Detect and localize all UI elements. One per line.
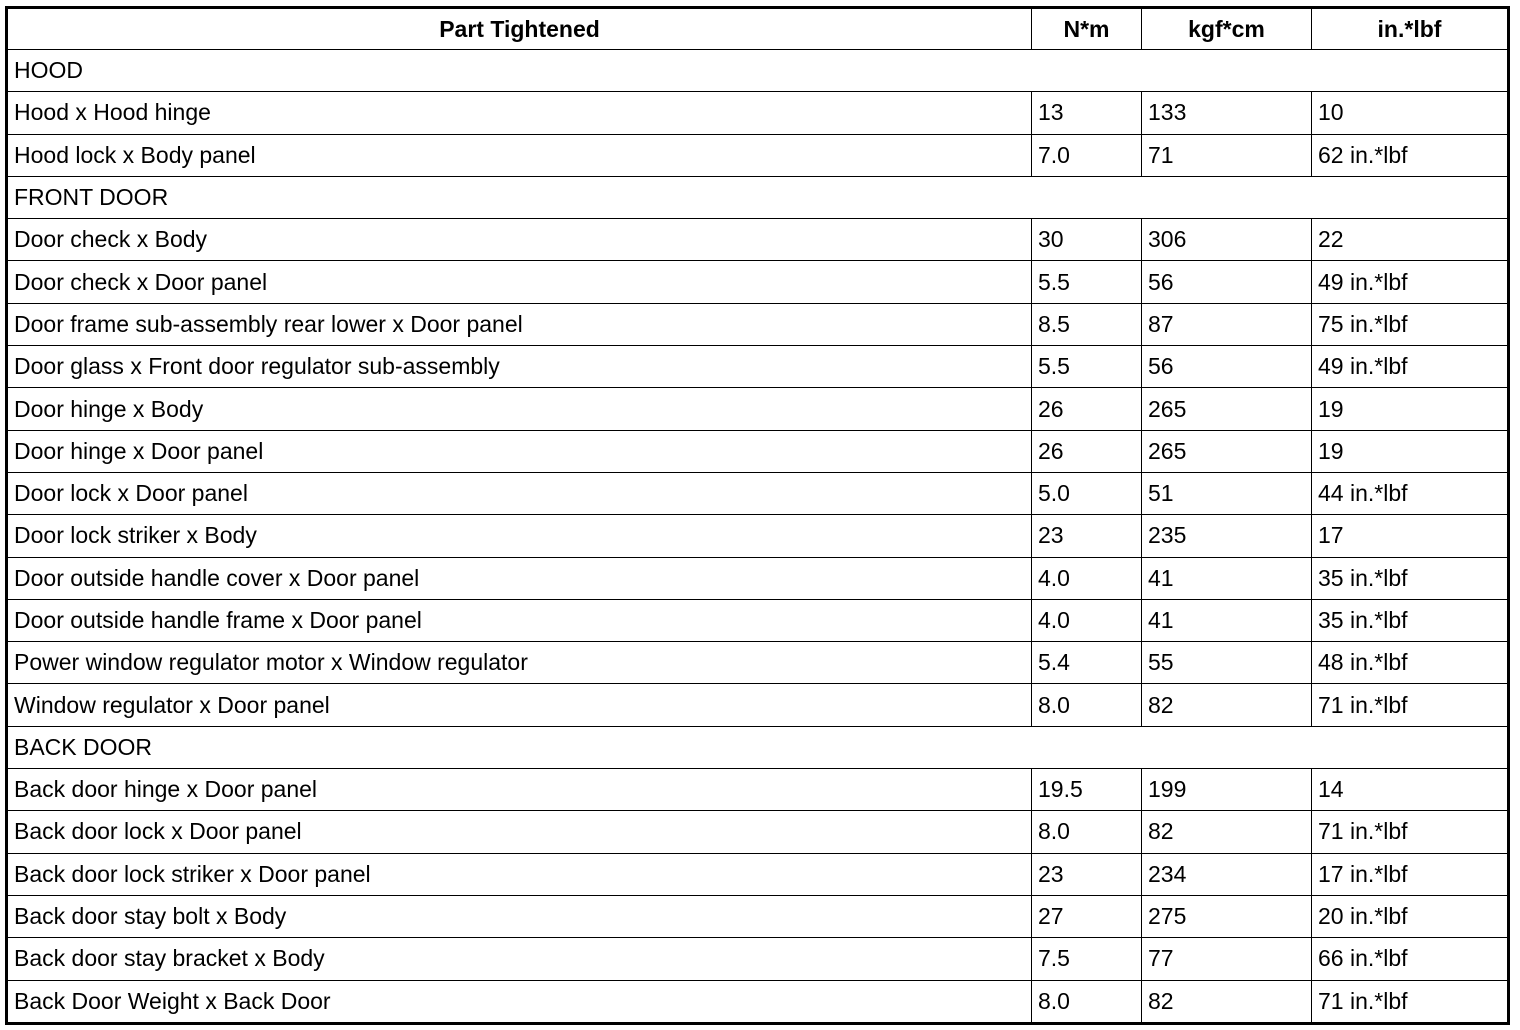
cell-part-tightened: Door hinge x Body [7, 388, 1032, 430]
cell-in-lbf: 75 in.*lbf [1312, 303, 1509, 345]
cell-kgf-cm: 234 [1142, 853, 1312, 895]
cell-nm: 23 [1032, 853, 1142, 895]
cell-kgf-cm: 275 [1142, 895, 1312, 937]
cell-nm: 30 [1032, 219, 1142, 261]
table-row [7, 261, 1509, 303]
cell-kgf-cm: 235 [1142, 515, 1312, 557]
cell-kgf-cm: 71 [1142, 134, 1312, 176]
cell-part-tightened: Back door stay bolt x Body [7, 895, 1032, 937]
cell-kgf-cm: 199 [1142, 769, 1312, 811]
cell-kgf-cm: 87 [1142, 303, 1312, 345]
table-row [7, 134, 1509, 176]
table-row [7, 599, 1509, 641]
cell-kgf-cm: 77 [1142, 938, 1312, 980]
cell-nm: 4.0 [1032, 557, 1142, 599]
cell-in-lbf: 17 in.*lbf [1312, 853, 1509, 895]
table-row [7, 980, 1509, 1023]
cell-in-lbf: 44 in.*lbf [1312, 472, 1509, 514]
cell-part-tightened: Door check x Door panel [7, 261, 1032, 303]
cell-nm: 27 [1032, 895, 1142, 937]
cell-in-lbf: 17 [1312, 515, 1509, 557]
cell-part-tightened: Door outside handle frame x Door panel [7, 599, 1032, 641]
cell-in-lbf: 35 in.*lbf [1312, 599, 1509, 641]
table-row [7, 684, 1509, 726]
cell-nm: 23 [1032, 515, 1142, 557]
section-title: HOOD [7, 50, 1509, 92]
cell-part-tightened: Back door lock x Door panel [7, 811, 1032, 853]
table-row [7, 515, 1509, 557]
cell-in-lbf: 14 [1312, 769, 1509, 811]
table-row [7, 811, 1509, 853]
cell-kgf-cm: 306 [1142, 219, 1312, 261]
table-row [7, 853, 1509, 895]
cell-in-lbf: 66 in.*lbf [1312, 938, 1509, 980]
cell-in-lbf: 10 [1312, 92, 1509, 134]
cell-in-lbf: 48 in.*lbf [1312, 642, 1509, 684]
cell-in-lbf: 35 in.*lbf [1312, 557, 1509, 599]
cell-nm: 5.5 [1032, 261, 1142, 303]
cell-in-lbf: 19 [1312, 430, 1509, 472]
header-in-lbf: in.*lbf [1312, 8, 1509, 50]
cell-part-tightened: Hood lock x Body panel [7, 134, 1032, 176]
cell-part-tightened: Door glass x Front door regulator sub-assembly [7, 346, 1032, 388]
cell-nm: 5.4 [1032, 642, 1142, 684]
cell-nm: 26 [1032, 388, 1142, 430]
cell-part-tightened: Hood x Hood hinge [7, 92, 1032, 134]
cell-in-lbf: 49 in.*lbf [1312, 261, 1509, 303]
table-row [7, 388, 1509, 430]
cell-kgf-cm: 56 [1142, 346, 1312, 388]
cell-part-tightened: Door lock striker x Body [7, 515, 1032, 557]
cell-kgf-cm: 82 [1142, 980, 1312, 1023]
cell-part-tightened: Door lock x Door panel [7, 472, 1032, 514]
table-row [7, 92, 1509, 134]
table-row [7, 219, 1509, 261]
cell-nm: 13 [1032, 92, 1142, 134]
section-row [7, 176, 1509, 218]
cell-kgf-cm: 265 [1142, 430, 1312, 472]
cell-nm: 19.5 [1032, 769, 1142, 811]
cell-kgf-cm: 41 [1142, 599, 1312, 641]
cell-nm: 8.5 [1032, 303, 1142, 345]
cell-part-tightened: Back door lock striker x Door panel [7, 853, 1032, 895]
cell-in-lbf: 20 in.*lbf [1312, 895, 1509, 937]
table-row [7, 895, 1509, 937]
cell-nm: 4.0 [1032, 599, 1142, 641]
cell-part-tightened: Door hinge x Door panel [7, 430, 1032, 472]
cell-in-lbf: 62 in.*lbf [1312, 134, 1509, 176]
table-body [7, 50, 1509, 1024]
table-row [7, 769, 1509, 811]
cell-part-tightened: Window regulator x Door panel [7, 684, 1032, 726]
cell-nm: 8.0 [1032, 811, 1142, 853]
cell-kgf-cm: 82 [1142, 811, 1312, 853]
cell-kgf-cm: 133 [1142, 92, 1312, 134]
cell-part-tightened: Door check x Body [7, 219, 1032, 261]
header-row [7, 8, 1509, 50]
cell-part-tightened: Back door stay bracket x Body [7, 938, 1032, 980]
cell-part-tightened: Back Door Weight x Back Door [7, 980, 1032, 1023]
cell-nm: 7.0 [1032, 134, 1142, 176]
cell-nm: 5.5 [1032, 346, 1142, 388]
cell-kgf-cm: 55 [1142, 642, 1312, 684]
cell-kgf-cm: 41 [1142, 557, 1312, 599]
section-row [7, 726, 1509, 768]
table-row [7, 557, 1509, 599]
cell-in-lbf: 71 in.*lbf [1312, 811, 1509, 853]
table-row [7, 346, 1509, 388]
cell-part-tightened: Back door hinge x Door panel [7, 769, 1032, 811]
section-title: BACK DOOR [7, 726, 1509, 768]
header-kgf-cm: kgf*cm [1142, 8, 1312, 50]
header-part-tightened: Part Tightened [7, 8, 1032, 50]
table-row [7, 430, 1509, 472]
section-row [7, 50, 1509, 92]
cell-part-tightened: Door frame sub-assembly rear lower x Door panel [7, 303, 1032, 345]
cell-nm: 7.5 [1032, 938, 1142, 980]
cell-part-tightened: Power window regulator motor x Window regulator [7, 642, 1032, 684]
cell-nm: 26 [1032, 430, 1142, 472]
cell-nm: 8.0 [1032, 684, 1142, 726]
header-nm: N*m [1032, 8, 1142, 50]
table-row [7, 938, 1509, 980]
cell-in-lbf: 71 in.*lbf [1312, 980, 1509, 1023]
cell-in-lbf: 71 in.*lbf [1312, 684, 1509, 726]
cell-kgf-cm: 82 [1142, 684, 1312, 726]
table-row [7, 472, 1509, 514]
cell-part-tightened: Door outside handle cover x Door panel [7, 557, 1032, 599]
cell-nm: 5.0 [1032, 472, 1142, 514]
cell-in-lbf: 49 in.*lbf [1312, 346, 1509, 388]
torque-spec-table [5, 6, 1510, 1025]
cell-nm: 8.0 [1032, 980, 1142, 1023]
cell-kgf-cm: 265 [1142, 388, 1312, 430]
cell-kgf-cm: 56 [1142, 261, 1312, 303]
section-title: FRONT DOOR [7, 176, 1509, 218]
table-row [7, 642, 1509, 684]
table-row [7, 303, 1509, 345]
cell-kgf-cm: 51 [1142, 472, 1312, 514]
cell-in-lbf: 19 [1312, 388, 1509, 430]
cell-in-lbf: 22 [1312, 219, 1509, 261]
